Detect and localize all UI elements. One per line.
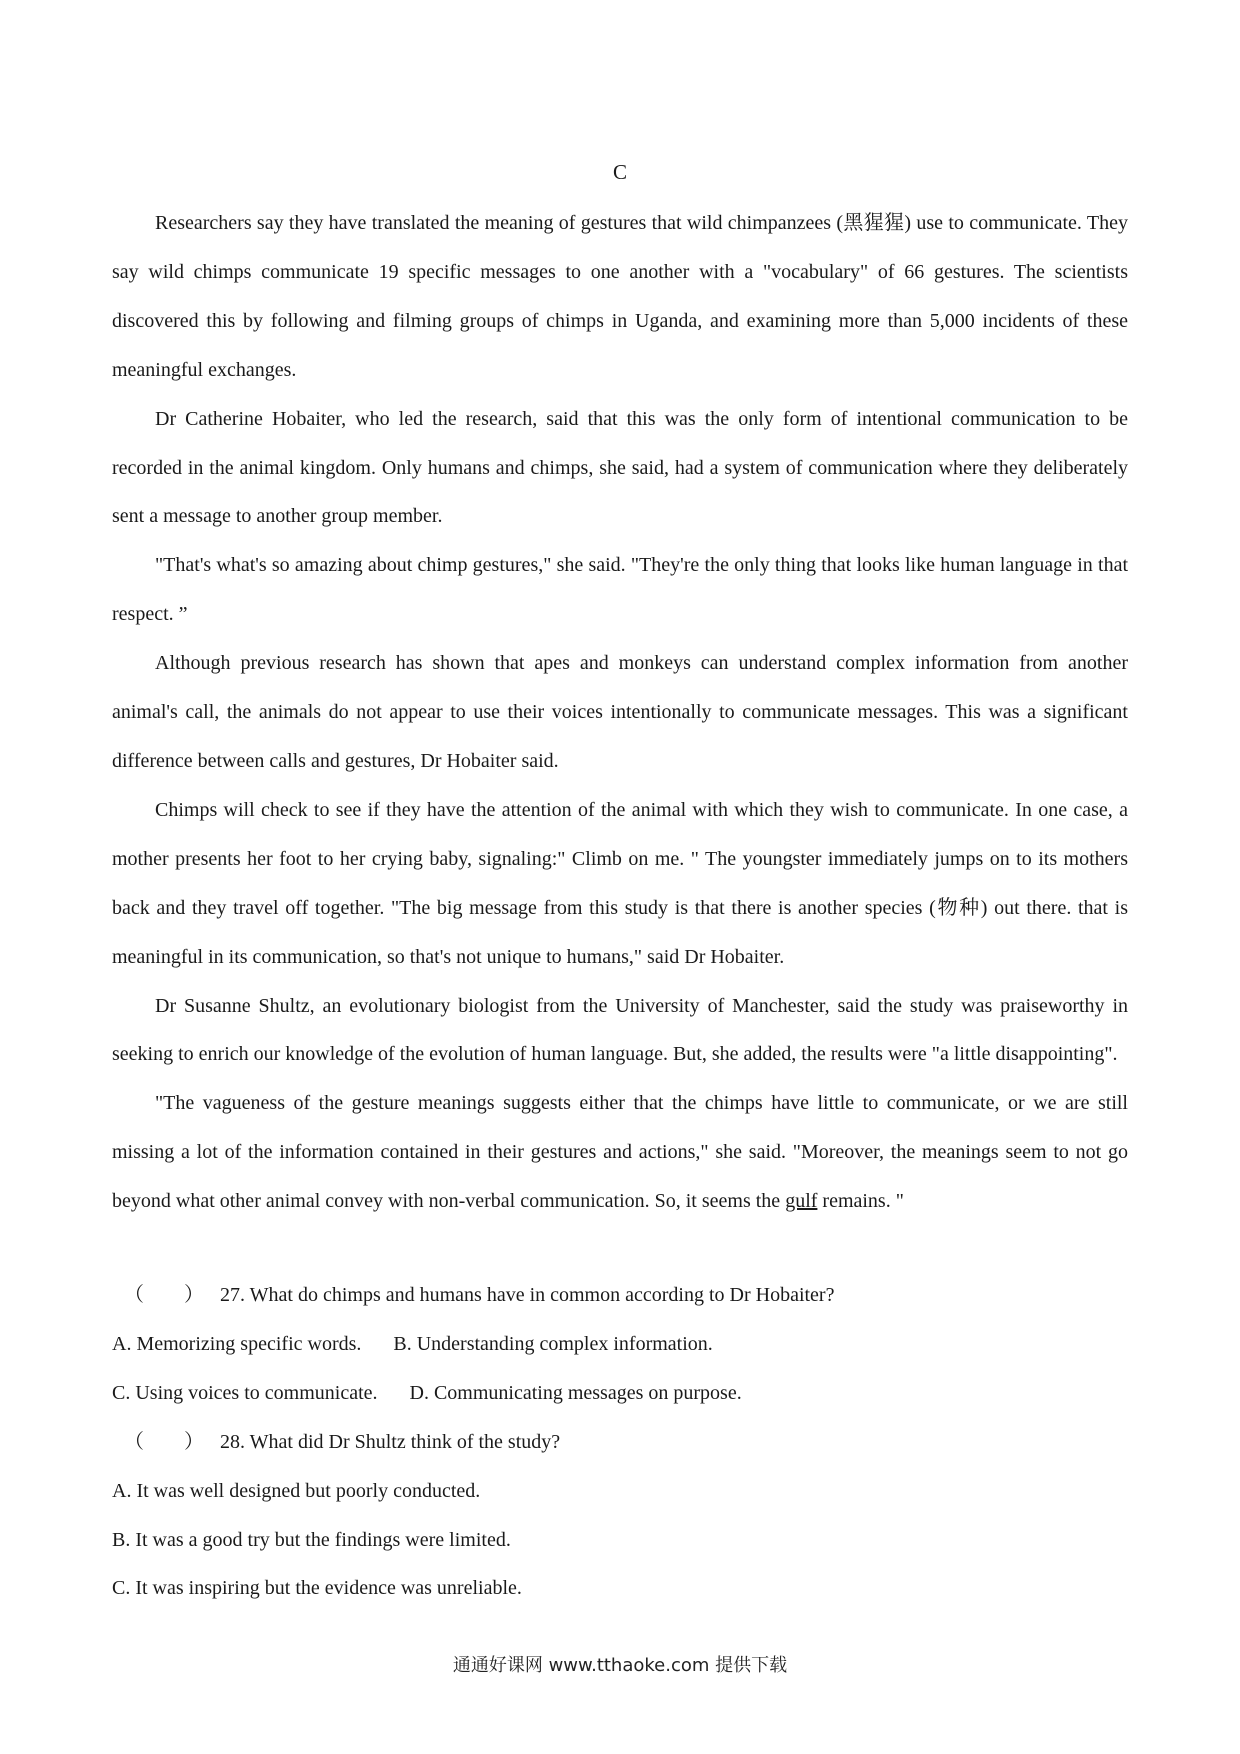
paragraph-6: Dr Susanne Shultz, an evolutionary biologist from the University of Manchester, said the study was praiseworthy in seeking to enrich our knowledge of the evolution of human language. But, she added, the results were "a little disappointing".: [112, 994, 1128, 1066]
option-28-c: C. It was inspiring but the evidence was unreliable.: [112, 1577, 522, 1600]
option-27-b: B. Understanding complex information.: [393, 1332, 713, 1355]
option-27-c: C. Using voices to communicate.: [112, 1381, 378, 1404]
question-27-options-row-2: [112, 1369, 1128, 1418]
answer-blank: （ ）: [124, 1284, 204, 1306]
paragraph-7: [112, 1079, 1128, 1226]
question-27: [112, 1271, 1128, 1320]
paragraph-5: Chimps will check to see if they have the attention of the animal with which they wish to communicate. In one case, a mother presents her foot to her crying baby, signaling:" Climb on me. " The youngster immediately jumps on to its mothers back and they travel off together. "The big message from this study is that there is another species (物种) out there. that is meaningful in its communication, so that's not unique to humans," said Dr Hobaiter.: [112, 798, 1128, 968]
question-28: [112, 1418, 1128, 1467]
underlined-word-gulf: gulf: [785, 1190, 818, 1213]
question-28-stem: 28. What did Dr Shultz think of the study?: [220, 1430, 561, 1453]
paragraph-7-text-start: "The vagueness of the gesture meanings suggests either that the chimps have little to communicate, or we are still missing a lot of the information contained in their gestures and actions," she said. "Moreover, the meanings seem to not go beyond what other animal convey with non-verbal communication. So, it seems the: [112, 1092, 1128, 1213]
reading-passage: [112, 199, 1128, 1226]
option-28-b: B. It was a good try but the findings were limited.: [112, 1528, 511, 1551]
option-27-d: D. Communicating messages on purpose.: [409, 1381, 742, 1404]
question-list: [112, 1271, 1128, 1613]
page-footer: 通通好课网 www.tthaoke.com 提供下载: [452, 1655, 788, 1676]
option-27-a: A. Memorizing specific words.: [112, 1332, 362, 1355]
paragraph-1: Researchers say they have translated the meaning of gestures that wild chimpanzees (黑猩猩) use to communicate. They say wild chimps communicate 19 specific messages to one another with a "vocabulary" of 66 gestures. The scientists discovered this by following and filming groups of chimps in Uganda, and examining more than 5,000 incidents of these meaningful exchanges.: [112, 212, 1128, 381]
question-27-stem: 27. What do chimps and humans have in common according to Dr Hobaiter?: [220, 1284, 835, 1306]
answer-blank: （ ）: [124, 1430, 204, 1453]
section-letter: C: [612, 160, 627, 184]
paragraph-7-text-end: remains. ": [817, 1190, 904, 1213]
paragraph-3: "That's what's so amazing about chimp gestures," she said. "They're the only thing that looks like human language in that respect. ”: [112, 554, 1128, 626]
question-27-options-row-1: [112, 1320, 1128, 1369]
option-28-a: A. It was well designed but poorly conducted.: [112, 1479, 481, 1502]
paragraph-2: Dr Catherine Hobaiter, who led the research, said that this was the only form of intentional communication to be recorded in the animal kingdom. Only humans and chimps, she said, had a system of communication where they deliberately sent a message to another group member.: [112, 407, 1128, 528]
paragraph-4: Although previous research has shown that apes and monkeys can understand complex information from another animal's call, the animals do not appear to use their voices intentionally to communicate messages. This was a significant difference between calls and gestures, Dr Hobaiter said.: [112, 652, 1128, 772]
